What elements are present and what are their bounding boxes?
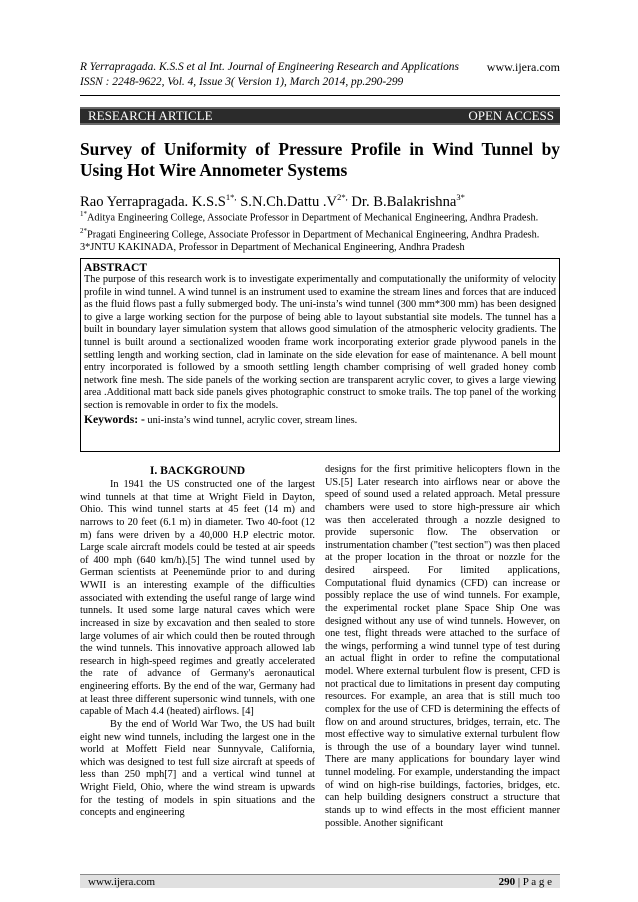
body-paragraph: By the end of World War Two, the US had built eight new wind tunnels, including the largest one in the world at Moffett Field near Sunnyvale, California, which was designed to test full size aircraft at speeds of less than 250 mph[7] and a vertical wind tunnel at Wright Field, Ohio, where the wind stream is upwards for the testing of models in spin situations and the concepts and engineering	[80, 718, 315, 819]
page-label: | P a g e	[515, 875, 552, 888]
paper-title: Survey of Uniformity of Pressure Profile in Wind Tunnel by Using Hot Wire Annometer Systems	[80, 139, 560, 180]
page-footer	[80, 874, 560, 888]
author-marker: 3*	[456, 192, 465, 202]
author-name: Rao Yerrapragada. K.S.S	[80, 193, 226, 210]
section-heading: I. BACKGROUND	[149, 464, 246, 477]
author-name: Dr. B.Balakrishna	[347, 193, 457, 210]
left-column	[80, 464, 315, 820]
body-paragraph: designs for the first primitive helicopters flown in the US.[5] Later research into airflows near or above the speed of sound used a related approach. Metal pressure chambers were used to store high-pressure air which was then accelerated through a nozzle designed to provide supersonic flow. The observation or instrumentation chamber ("test section") was then placed at the proper location in the throat or nozzle for the desired airspeed. For limited applications, Computational fluid dynamics (CFD) can increase or possibly replace the use of wind tunnels. For example, the experimental rocket plane Space Ship One was designed without any use of wind tunnels. However, on one test, flight threads were attached to the surface of the wings, performing a wind tunnel type of test during an actual flight in order to refine the computational model. Where external turbulent flow is present, CFD is not practical due to limitations in present day computing resources. For example, an area that is still much too complex for the use of CFD is determining the effects of flow on and around structures, bridges, terrain, etc. The most effective way to simulative external turbulent flow is through the use of a boundary layer wind tunnel. There are many applications for boundary layer wind tunnel modeling. For example, understanding the impact of wind on high-rise buildings, factories, bridges, etc. can help building designers construct a structure that stands up to wind effects in the most efficient manner possible. Another significant	[325, 464, 560, 829]
journal-citation: R Yerrapragada. K.S.S et al Int. Journal of Engineering Research and Applications	[80, 61, 459, 73]
author-marker: 2*,	[337, 192, 348, 202]
affiliations	[80, 208, 560, 255]
keywords-label: Keywords: -	[84, 412, 145, 426]
affiliation-line: $^{2*}$Pragati Engineering College, Associate Professor in Department of Mechanical Engineering, Andhra Pradesh.	[80, 227, 540, 241]
body-paragraph: In 1941 the US constructed one of the largest wind tunnels at that time at Wright Field in Dayton, Ohio. This wind tunnel starts at 45 feet (14 m) and narrows to 20 feet (6.1 m) in diameter. Two 40-foot (12 m) fans were driven by a 40,000 H.P electric motor. Large scale aircraft models could be tested at air speeds of 400 mph (640 km/h).[5] The wind tunnel used by German scientists at Peenemünde prior to and during WWII is an interesting example of the difficulties associated with extending the useful range of large wind tunnels. It used some large natural caves which were increased in size by excavation and then sealed to store large volumes of air which could then be routed through the wind tunnels. This innovative approach allowed lab research in high-speed regimes and greatly accelerated the rate of advance of Germany's aeronautical engineering efforts. By the end of the war, Germany had at least three different supersonic wind tunnels, with one capable of Mach 4.4 (heated) airflows. [4]	[80, 479, 315, 718]
right-column	[325, 464, 560, 830]
abstract-box	[80, 258, 560, 452]
keywords-line	[84, 413, 556, 427]
article-type-label: RESEARCH ARTICLE	[88, 108, 213, 123]
running-header	[80, 60, 560, 90]
header-divider	[80, 95, 560, 96]
abstract-heading: ABSTRACT	[84, 261, 148, 274]
footer-url[interactable]: www.ijera.com	[88, 875, 156, 888]
affiliation-line: $^{1*}$Aditya Engineering College, Associate Professor in Department of Mechanical Engineering, Andhra Pradesh.	[80, 210, 539, 224]
article-type-banner	[80, 107, 560, 125]
access-label: OPEN ACCESS	[468, 108, 554, 123]
author-name: S.N.Ch.Dattu .V	[236, 193, 338, 210]
issn-line: ISSN : 2248-9622, Vol. 4, Issue 3( Version 1), March 2014, pp.290-299	[80, 76, 404, 88]
author-marker: 1*,	[225, 192, 237, 202]
journal-url[interactable]: www.ijera.com	[486, 60, 560, 74]
affiliation-line: 3*JNTU KAKINADA, Professor in Department of Mechanical Engineering, Andhra Pradesh	[80, 242, 465, 254]
page-number: 290	[498, 875, 516, 888]
keywords-text: uni-insta’s wind tunnel, acrylic cover, stream lines.	[144, 414, 358, 426]
abstract-text: The purpose of this research work is to investigate experimentally and computationally the uniformity of velocity profile in wind tunnel. A wind tunnel is an instrument used to examine the stream lines and forces that are induced as the fluid flows past a fully submerged body. The uni-insta’s wind tunnel (300 mm*300 mm) has been designed to give a large working section for the purpose of being able to layout substantial site models. The tunnel has a built in boundary layer simulation system that allows good simulation of the atmospheric velocity gradients. The tunnel is built around a sectionalized wooden frame work incorporating exterior grade plywood panels in the settling length and working section, clad in laminate on the side elevation for ease of maintenance. A bell mount entry incorporated is followed by a smooth settling length chamber comprising of well graded honey comb network fine mesh. The side panels of the working section are transparent acrylic cover, to gives a large viewing area .Additional matt back side panels gives photographic construct to smoke trails. The top panel of the working section is removable in order to fix the models.	[84, 274, 556, 411]
page-indicator	[499, 876, 552, 888]
